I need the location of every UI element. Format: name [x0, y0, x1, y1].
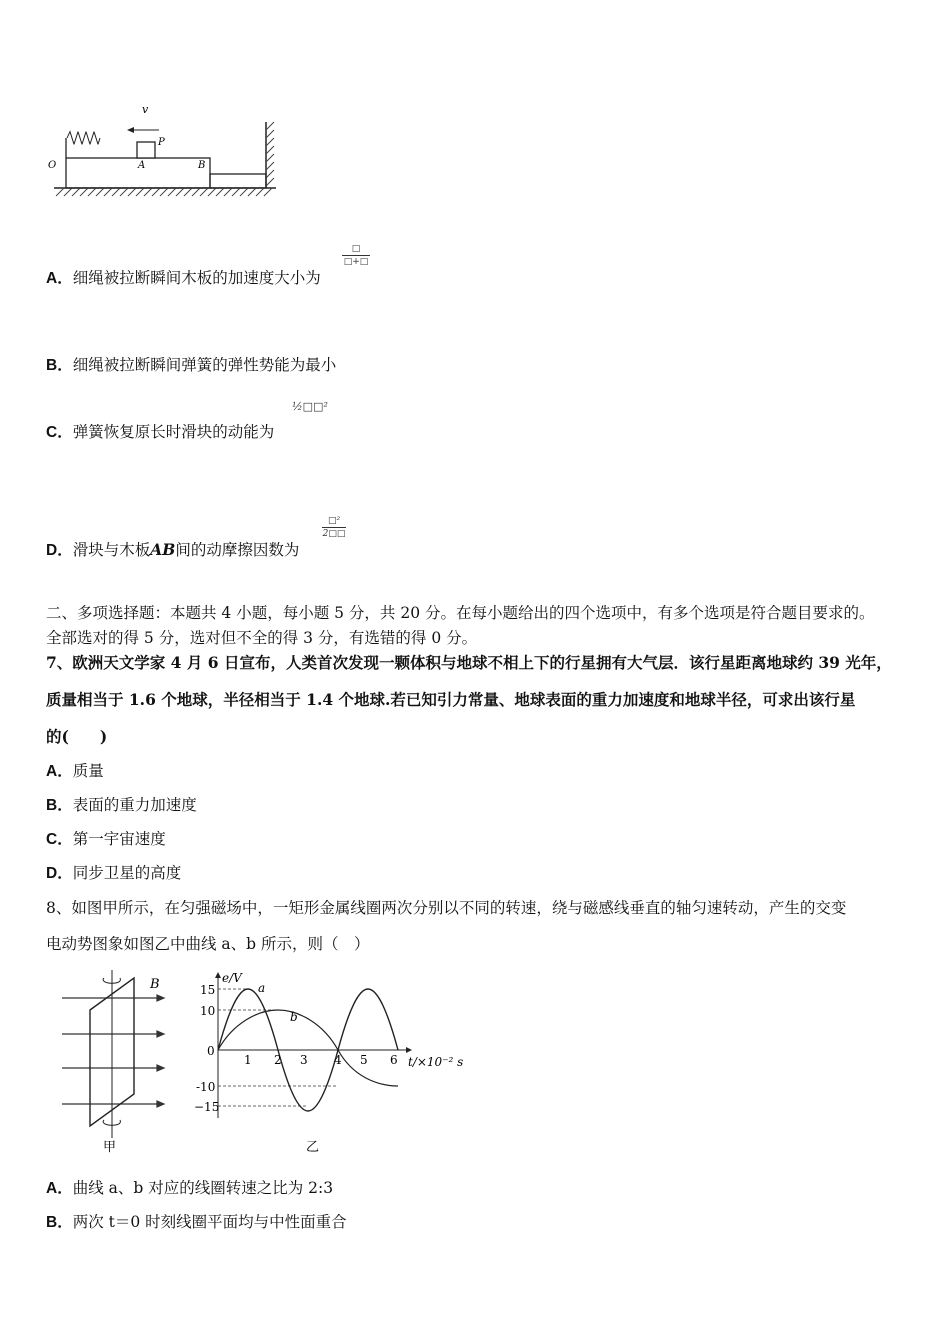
x-tick-1: 1	[244, 1053, 252, 1067]
x-tick-2: 2	[274, 1053, 282, 1067]
y-tick-15: 15	[200, 983, 216, 997]
velocity-label: v	[142, 103, 149, 116]
point-a-label: A	[138, 160, 146, 171]
section2-line2: 全部选对的得 5 分，选对但不全的得 3 分，有选错的得 0 分。	[46, 629, 478, 647]
b-field-label: B	[150, 977, 160, 992]
y-axis-label: e/V	[222, 971, 242, 985]
option-letter: B．	[46, 357, 73, 374]
x-tick-5: 5	[360, 1053, 368, 1067]
block-p-label: P	[158, 137, 165, 148]
curve-b	[218, 1010, 398, 1086]
point-b-label: B	[198, 160, 206, 171]
option-text: 细绳被拉断瞬间弹簧的弹性势能为最小	[72, 356, 337, 374]
spring-block-figure	[44, 100, 294, 205]
x-axis-label: t/×10⁻² s	[408, 1055, 464, 1069]
q8-option-a: A．曲线 a、b 对应的线圈转速之比为 2:3	[46, 1179, 334, 1197]
option-letter: A．	[46, 270, 73, 287]
q6-a-formula: □ □+□	[343, 244, 369, 267]
section2-line1: 二、多项选择题：本题共 4 小题，每小题 5 分，共 20 分。在每小题给出的四个选项中，有多个选项是符合题目要求的。	[46, 604, 875, 622]
option-text-italic: AB	[150, 540, 176, 559]
q7-line1: 7、欧洲天文学家 4 月 6 日宣布，人类首次发现一颗体积与地球不相上下的行星拥有大气层．该行星距离地球约 39 光年，	[46, 653, 892, 672]
q6-option-c	[46, 422, 274, 443]
y-tick-neg10: -10	[196, 1080, 216, 1094]
option-letter: D．	[46, 542, 73, 559]
option-text-before: 滑块与木板	[72, 541, 151, 559]
q7-line2: 质量相当于 1.6 个地球，半径相当于 1.4 个地球.若已知引力常量、地球表面的重力加速度和地球半径，可求出该行星	[46, 690, 856, 709]
option-text: 细绳被拉断瞬间木板的加速度大小为	[72, 269, 321, 287]
y-tick-10: 10	[200, 1004, 216, 1018]
point-o-label: O	[48, 160, 57, 171]
option-letter: C．	[46, 424, 73, 441]
option-text-after: 间的动摩擦因数为	[175, 541, 300, 559]
q7-option-d: D．同步卫星的高度	[46, 864, 182, 882]
fig-jia-label: 甲	[103, 1140, 117, 1155]
x-tick-6: 6	[390, 1053, 398, 1067]
q8-line2: 电动势图象如图乙中曲线 a、b 所示，则（ ）	[46, 935, 370, 953]
q6-c-formula: ½□□²	[292, 400, 328, 413]
x-tick-4: 4	[334, 1053, 342, 1067]
curve-b-label: b	[290, 1010, 298, 1024]
q6-option-d	[46, 540, 299, 561]
y-tick-0: 0	[207, 1044, 215, 1058]
q7-option-a: A．质量	[46, 762, 104, 780]
x-tick-3: 3	[300, 1053, 308, 1067]
q7-option-c: C．第一宇宙速度	[46, 830, 166, 848]
q6-option-a	[46, 268, 321, 289]
figure-yi-graph	[188, 968, 468, 1158]
y-tick-neg15: −15	[194, 1100, 220, 1114]
option-text: 弹簧恢复原长时滑块的动能为	[72, 423, 275, 441]
q6-option-b	[46, 355, 336, 376]
figure-jia-coil	[58, 968, 178, 1158]
q8-option-b: B．两次 t＝0 时刻线圈平面均与中性面重合	[46, 1213, 347, 1231]
fig-yi-label: 乙	[306, 1140, 320, 1155]
q7-line3: 的( )	[46, 727, 108, 746]
q6-d-formula: □² 2□□	[322, 516, 346, 539]
curve-a-label: a	[258, 981, 266, 995]
q7-option-b: B．表面的重力加速度	[46, 796, 197, 814]
q8-line1: 8、如图甲所示，在匀强磁场中，一矩形金属线圈两次分别以不同的转速，绕与磁感线垂直的轴匀速转动，产生的交变	[46, 899, 847, 917]
